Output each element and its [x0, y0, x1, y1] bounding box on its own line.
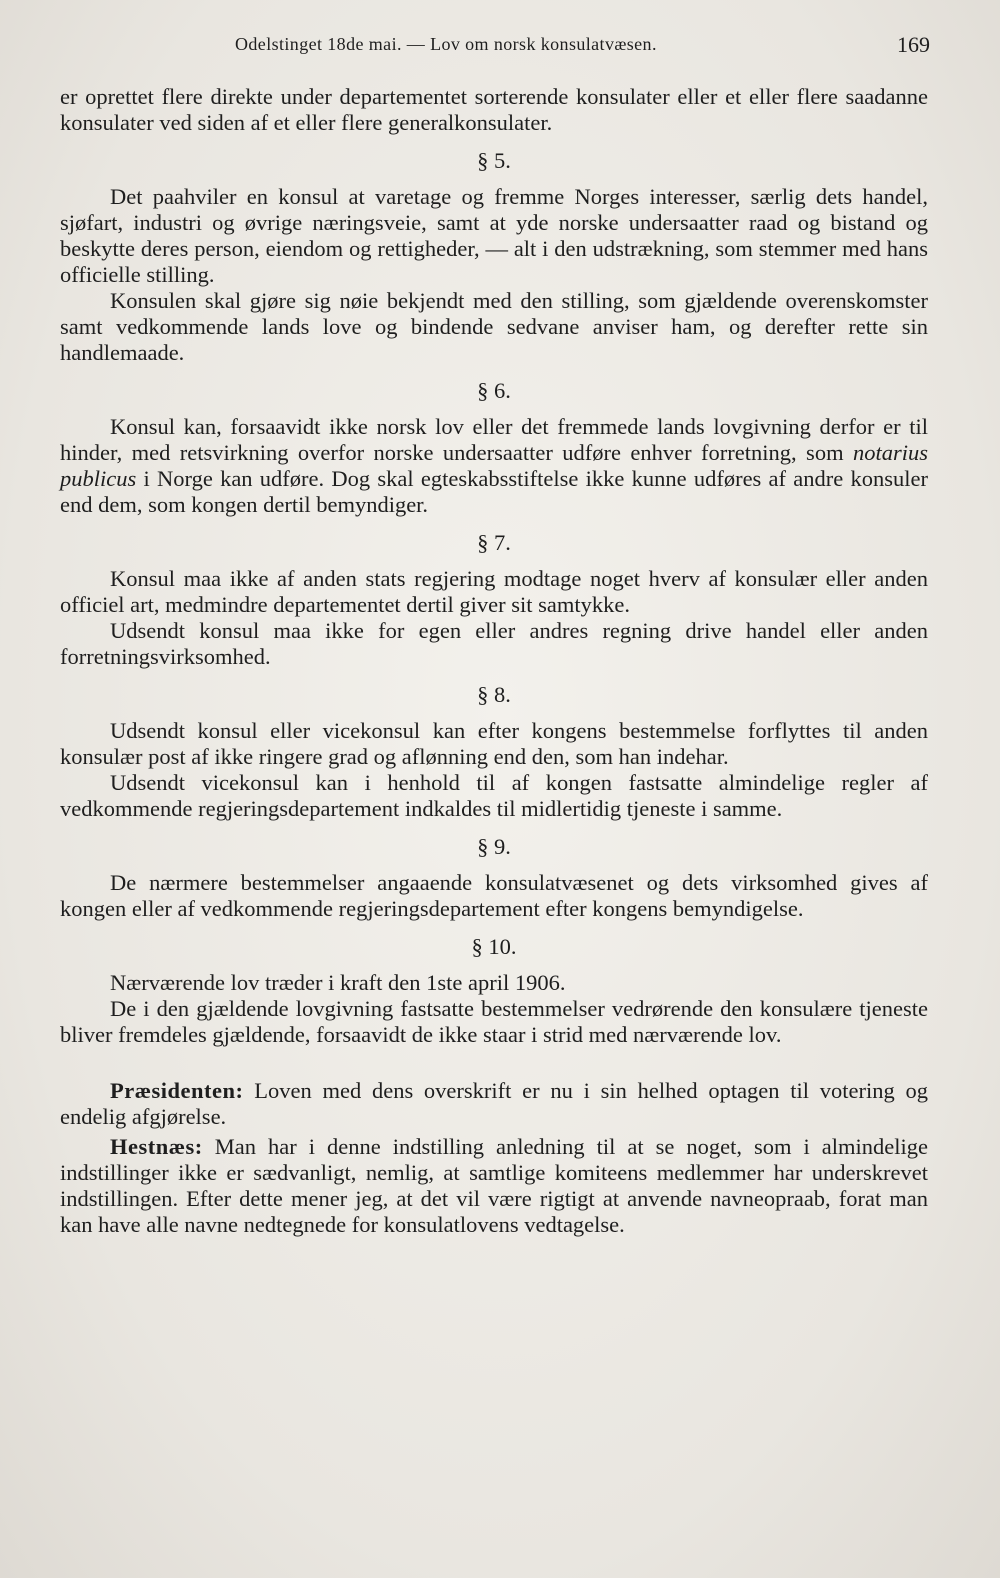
section-8-paragraph-2: Udsendt vicekonsul kan i henhold til af kongen fastsatte almindelige regler af vedkommende regjeringsdepartement indkaldes til midlertidig tjeneste i samme. — [60, 770, 928, 821]
speech-presidenten — [60, 1078, 928, 1130]
section-8-paragraph-1: Udsendt konsul eller vicekonsul kan efter kongens bestemmelse forflyttes til anden konsulær post af ikke ringere grad og aflønning end den, som han indehar. — [60, 718, 928, 769]
page-number: 169 — [897, 32, 930, 57]
speaker-name: Præsidenten: — [110, 1078, 244, 1103]
section-10-paragraph-2: De i den gjældende lovgivning fastsatte bestemmelser vedrørende den konsulære tjeneste bliver fremdeles gjældende, forsaavidt de ikke staar i strid med nærværende lov. — [60, 996, 928, 1047]
section-5-paragraph-2: Konsulen skal gjøre sig nøie bekjendt med den stilling, som gjældende overenskomster samt vedkommende lands love og bindende sedvane anviser ham, og derefter rette sin handlemaade. — [60, 288, 928, 365]
section-6-paragraph-1 — [60, 414, 928, 518]
section-heading-9: § 9. — [477, 834, 511, 859]
section-7-paragraph-1: Konsul maa ikke af anden stats regjering modtage noget hverv af konsulær eller anden officiel art, medmindre departementet dertil giver sit samtykke. — [60, 566, 928, 617]
running-title: Odelstinget 18de mai. — Lov om norsk konsulatvæsen. — [235, 34, 657, 54]
section-10-paragraph-1: Nærværende lov træder i kraft den 1ste april 1906. — [110, 970, 566, 995]
section-7-paragraph-2: Udsendt konsul maa ikke for egen eller andres regning drive handel eller anden forretningsvirksomhed. — [60, 618, 928, 669]
notarius-publicus-term: notarius publicus — [60, 440, 928, 491]
speech-text: Man har i denne indstilling anledning til at se noget, som i almindelige indstillinger ikke er sædvanligt, nemlig, at samtlige komiteens medlemmer har underskrevet indstillingen. Efter dette mener jeg, at det vil være rigtigt at anvende navneopraab, forat man kan have alle navne nedtegnede for konsulatlovens vedtagelse. — [60, 1134, 928, 1237]
speech-text: Loven med dens overskrift er nu i sin helhed optagen til votering og endelig afgjørelse. — [60, 1078, 929, 1129]
page-body — [60, 84, 928, 1238]
section-6-text-before: Konsul kan, forsaavidt ikke norsk lov eller det fremmede lands lovgivning derfor er til hinder, med retsvirkning overfor norske undersaatter udføre enhver forretning, som — [60, 414, 928, 465]
section-5-paragraph-1: Det paahviler en konsul at varetage og fremme Norges interesser, særlig dets handel, sjøfart, industri og øvrige næringsveie, samt at yde norske undersaatter raad og bistand og beskytte deres person, eiendom og rettigheder, — alt i den udstrækning, som stemmer med hans officielle stilling. — [60, 184, 928, 287]
section-heading-5: § 5. — [477, 148, 511, 173]
section-6-text-after: i Norge kan udføre. Dog skal egteskabsstiftelse ikke kunne udføres af andre konsuler end dem, som kongen dertil bemyndiger. — [60, 466, 928, 517]
section-heading-10: § 10. — [471, 934, 517, 959]
section-heading-7: § 7. — [477, 530, 511, 555]
section-heading-8: § 8. — [477, 682, 511, 707]
speech-hestnaes — [60, 1134, 928, 1238]
intro-paragraph: er oprettet flere direkte under departementet sorterende konsulater eller et eller flere saadanne konsulater ved siden af et eller flere generalkonsulater. — [60, 84, 928, 135]
section-heading-6: § 6. — [477, 378, 511, 403]
speaker-name: Hestnæs: — [110, 1134, 203, 1159]
section-9-paragraph-1: De nærmere bestemmelser angaaende konsulatvæsenet og dets virksomhed gives af kongen eller af vedkommende regjeringsdepartement efter kongens bemyndigelse. — [60, 870, 928, 921]
running-header — [60, 34, 940, 64]
